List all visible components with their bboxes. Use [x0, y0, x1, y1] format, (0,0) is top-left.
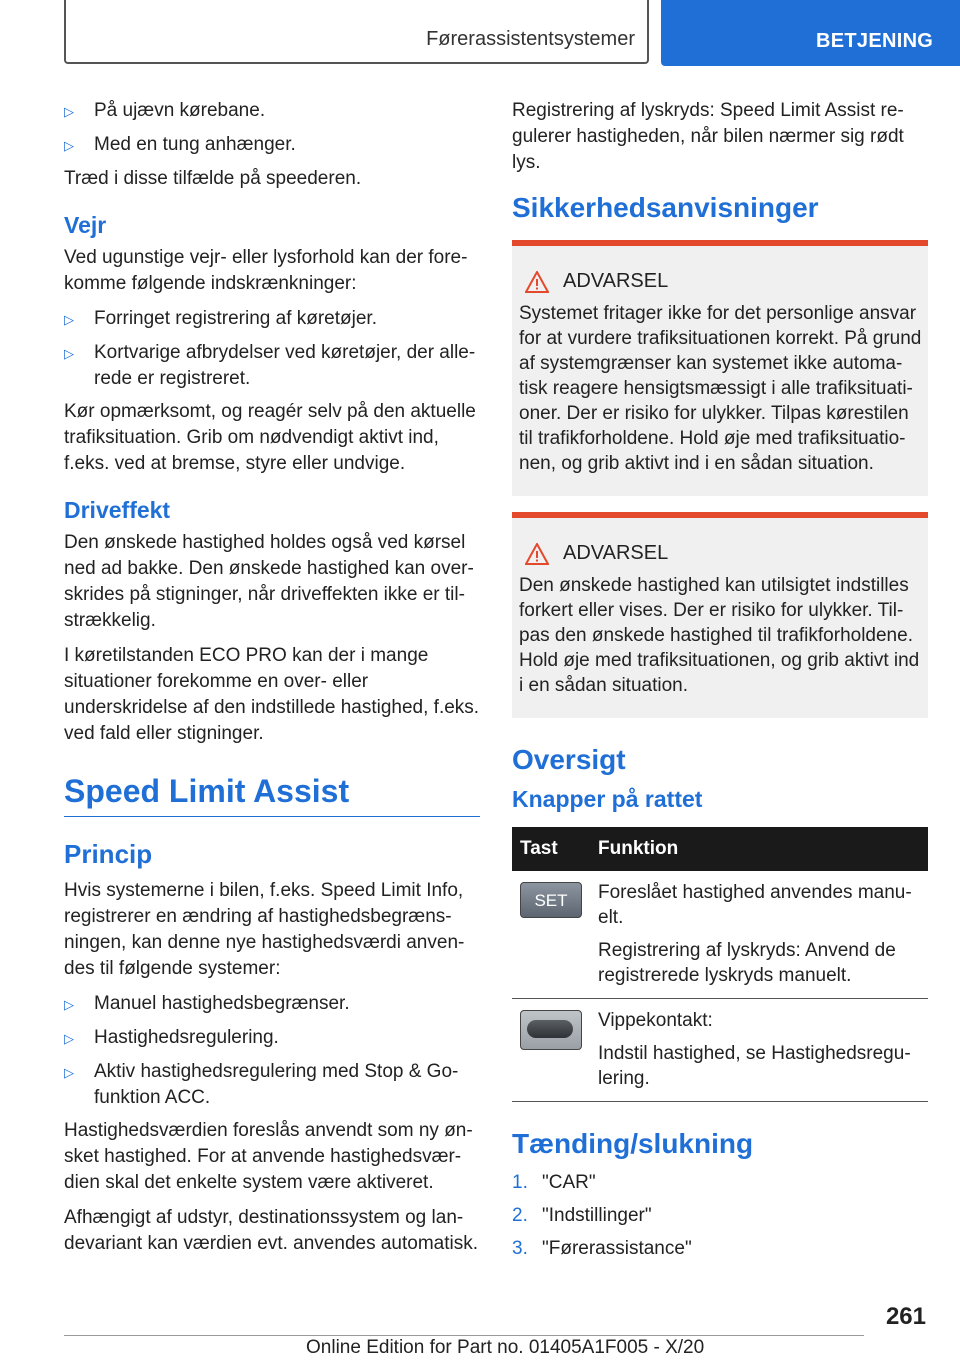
- bullet-item: ▷ Forringet registrering af køretøjer.: [64, 306, 480, 333]
- chapter-tab-label: BETJENING: [816, 30, 934, 52]
- warning-box: [512, 512, 928, 718]
- paragraph: Kør opmærksomt, og reagér selv på den aktuelle trafiksituation. Grib om nødvendigt aktivt ind, f.eks. ved at bremse, styre eller undvige.: [64, 401, 476, 474]
- warning-text: Systemet fritager ikke for det personlige ansvar for at vurdere trafiksituationen korrekt. På grund af systemgrænser kan systemet ikke automatisk reagere hensigtsmæssigt i alle trafiksituationer. Der er risiko for ulykker. Tilpas kørestilen til trafikforholdene. Hold øje med trafiksituationen, og grib aktivt ind i en sådan situation.: [519, 303, 922, 474]
- bullet-item: ▷ Hastighedsregulering.: [64, 1025, 480, 1052]
- paragraph: Ved ugunstige vejr- eller lysforhold kan der forekomme følgende indskrænkninger:: [64, 247, 468, 294]
- left-column: [64, 98, 480, 1266]
- warning-title: ADVARSEL: [519, 270, 922, 293]
- page-header: [0, 0, 960, 66]
- heading-sikkerhedsanvisninger: Sikkerhedsanvisninger: [512, 192, 819, 223]
- edition-text: Online Edition for Part no. 01405A1F005 - X/20: [306, 1337, 705, 1358]
- table-header-row: [512, 827, 928, 871]
- triangle-bullet-icon: ▷: [64, 104, 74, 119]
- list-item: 3. "Førerassistance": [512, 1236, 928, 1262]
- heading-taending-slukning: Tænding/slukning: [512, 1128, 754, 1159]
- paragraph: I køretilstanden ECO PRO kan der i mange situationer forekomme en over- eller underskridelse af den indstillede hastighed, f.eks. ved fald eller stigninger.: [64, 645, 480, 744]
- heading-speed-limit-assist: Speed Limit Assist: [64, 773, 480, 817]
- bullet-item: ▷ På ujævn kørebane.: [64, 98, 480, 125]
- paragraph: Hastighedsværdien foreslås anvendt som ny ønsket hastighed. For at anvende hastighedsværdien skal det enkelte system være aktiveret.: [64, 1120, 473, 1193]
- list-item: 1. "CAR": [512, 1170, 928, 1196]
- footer-divider: [64, 1335, 864, 1336]
- triangle-bullet-icon: ▷: [64, 1031, 74, 1046]
- triangle-bullet-icon: ▷: [64, 997, 74, 1012]
- paragraph: Den ønskede hastighed holdes også ved kørsel ned ad bakke. Den ønskede hastighed kan overskrides på stigninger, når driveffekten ikke er tilstrækkelig.: [64, 532, 474, 631]
- bullet-item: ▷ Kortvarige afbrydelser ved køretøjer, der allerede er registreret.: [64, 340, 480, 392]
- paragraph: Registrering af lyskryds: Speed Limit Assist regulerer hastigheden, når bilen nærmer sig rødt lys.: [512, 100, 904, 173]
- warning-box: [512, 240, 928, 496]
- table-row: Vippekontakt: Indstil hastighed, se Hastighedsregulering.: [512, 999, 928, 1102]
- right-column: [512, 98, 928, 1269]
- triangle-bullet-icon: ▷: [64, 346, 74, 361]
- step-number: 3.: [512, 1238, 528, 1259]
- heading-knapper: Knapper på rattet: [512, 786, 703, 812]
- set-button-icon: SET: [520, 882, 582, 918]
- column-header-funktion: Funktion: [590, 827, 928, 871]
- warning-text: Den ønskede hastighed kan utilsigtet indstilles forkert eller vises. Der er risiko for ulykker. Tilpas den ønskede hastighed til trafikforholdene. Hold øje med trafiksituationen, og grib aktivt ind i en sådan situation.: [519, 575, 920, 696]
- heading-vejr: Vejr: [64, 212, 107, 238]
- bullet-item: ▷ Aktiv hastighedsregulering med Stop & Go-funktion ACC.: [64, 1059, 480, 1111]
- rocker-switch-icon: [520, 1010, 582, 1050]
- heading-driveffekt: Driveffekt: [64, 497, 171, 523]
- step-number: 1.: [512, 1172, 528, 1193]
- triangle-bullet-icon: ▷: [64, 138, 74, 153]
- buttons-table: [512, 827, 928, 1102]
- paragraph: Hvis systemerne i bilen, f.eks. Speed Limit Info, registrerer en ændring af hastighedsbegrænsningen, kan denne nye hastighedsværdi anvendes til følgende systemer:: [64, 880, 465, 979]
- section-header-box: [64, 0, 649, 64]
- triangle-bullet-icon: ▷: [64, 312, 74, 327]
- heading-oversigt: Oversigt: [512, 744, 626, 775]
- paragraph: Afhængigt af udstyr, destinationssystem og landevariant kan værdien evt. anvendes automatisk.: [64, 1207, 479, 1254]
- bullet-item: ▷ Manuel hastighedsbegrænser.: [64, 991, 480, 1018]
- table-row: SET Foreslået hastighed anvendes manuelt. Registrering af lyskryds: Anvend de registrerede lyskryds manuelt.: [512, 871, 928, 999]
- heading-princip: Princip: [64, 839, 153, 869]
- warning-triangle-icon: [525, 543, 549, 565]
- column-header-tast: Tast: [512, 827, 590, 871]
- bullet-item: ▷ Med en tung anhænger.: [64, 132, 480, 159]
- warning-title: ADVARSEL: [519, 542, 922, 565]
- step-number: 2.: [512, 1205, 528, 1226]
- section-title: Førerassistentsystemer: [426, 28, 635, 50]
- list-item: 2. "Indstillinger": [512, 1203, 928, 1229]
- page-number: 261: [885, 1303, 926, 1330]
- warning-triangle-icon: [525, 271, 549, 293]
- chapter-tab: [661, 0, 960, 66]
- triangle-bullet-icon: ▷: [64, 1065, 74, 1080]
- paragraph: Træd i disse tilfælde på speederen.: [64, 168, 362, 189]
